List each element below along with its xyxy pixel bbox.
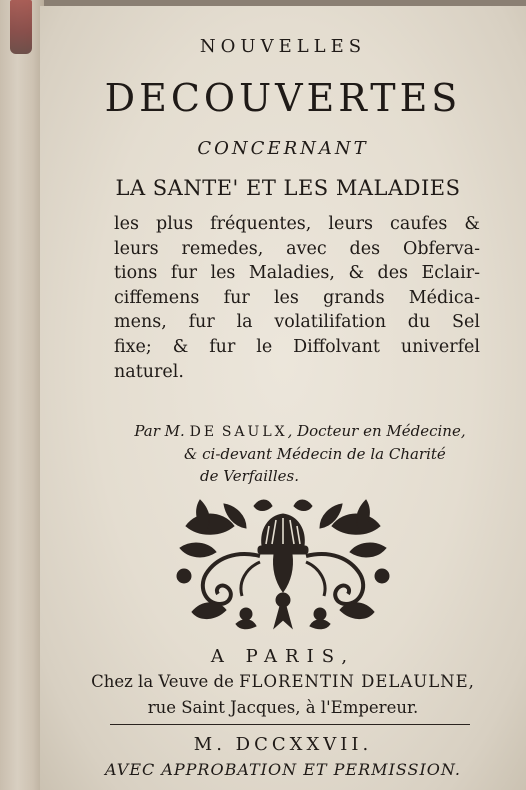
- title-body-text: [114, 212, 480, 384]
- body-line: naturel.: [114, 361, 184, 382]
- imprint-place: A PARIS,: [210, 646, 356, 667]
- imprint-rule: [110, 724, 470, 725]
- title-line-nouvelles: NOUVELLES: [199, 36, 367, 57]
- binding-ribbon: [10, 0, 32, 54]
- author-par: Par M.: [134, 422, 185, 440]
- title-line-concernant: CONCERNANT: [197, 138, 369, 159]
- title-line-sante: LA SANTE' ET LES MALADIES: [115, 176, 461, 200]
- body-line: ciffemens fur les grands Médica-: [114, 287, 480, 308]
- author-particle: DE: [189, 424, 218, 440]
- body-line: les plus fréquentes, leurs caufes &: [114, 214, 480, 234]
- title-line-decouvertes: DECOUVERTES: [104, 76, 462, 120]
- book-binding: [0, 0, 44, 790]
- imprint-publisher-line: [40, 672, 526, 691]
- author-title-1: , Docteur en Médecine,: [287, 422, 466, 440]
- imprint-privilege: AVEC APPROBATION ET PERMISSION.: [105, 760, 461, 779]
- imprint-chez: Chez la Veuve de: [91, 672, 234, 691]
- author-title-3: de Verfailles.: [200, 467, 299, 485]
- floral-vignette-icon: [176, 496, 390, 636]
- imprint-date: M. DCCXXVII.: [193, 734, 373, 755]
- body-line: mens, fur la volatilifation du Sel: [114, 312, 480, 333]
- body-line: tions fur les Maladies, & des Eclair-: [114, 263, 480, 284]
- title-page: [40, 6, 526, 790]
- body-line: leurs remedes, avec des Obferva-: [114, 238, 480, 259]
- imprint-printer: FLORENTIN DELAULNE,: [239, 672, 475, 691]
- body-line: fixe; & fur le Diffolvant univerfel: [114, 336, 480, 357]
- imprint-street: rue Saint Jacques, à l'Empereur.: [147, 698, 419, 717]
- author-block: [80, 420, 520, 487]
- author-name: SAULX: [221, 424, 288, 440]
- author-title-2: & ci-devant Médecin de la Charité: [184, 445, 446, 463]
